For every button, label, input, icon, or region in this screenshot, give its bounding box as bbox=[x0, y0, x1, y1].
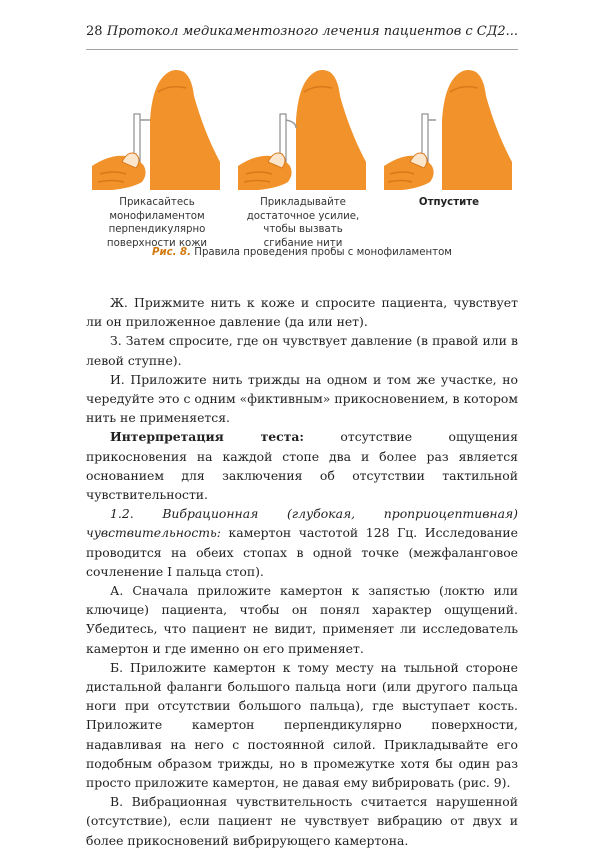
paragraph-step-i: И. Приложите нить трижды на одном и том же участке, но чередуйте это с одним «фиктивным» прикосновением, в котором нить не применяется. bbox=[86, 371, 518, 426]
panel-caption-touch: Прикасайтесь монофиламентом перпендикулярно поверхности кожи bbox=[106, 197, 208, 249]
running-title: Протокол медикаментозного лечения пациентов с СД2... bbox=[106, 24, 518, 39]
panel-caption-release: Отпустите bbox=[418, 197, 480, 208]
paragraph-step-z: З. Затем спросите, где он чувствует давление (в правой или в левой ступне). bbox=[86, 333, 518, 368]
interpretation-heading: Интерпретация теста: bbox=[110, 429, 304, 445]
paragraph-vibration-section bbox=[86, 504, 518, 581]
body-text bbox=[86, 293, 518, 850]
paragraph-step-v: В. Вибрационная чувствительность считается нарушенной (отсутствие), если пациент не чувствует вибрацию от двух и более прикосновений вибрирующего камертона. bbox=[86, 794, 518, 848]
foot-illustration-touch bbox=[92, 62, 222, 190]
figure-panel-press bbox=[238, 62, 368, 250]
page-header bbox=[86, 24, 518, 48]
figure-8 bbox=[86, 62, 518, 280]
vibration-section-text: камертон частотой 128 Гц. Исследование проводится на обеих стопах в одной точке (межфаланговое сочленение I пальца стоп). bbox=[86, 525, 518, 579]
interpretation-text: отсутствие ощущения прикосновения на каждой стопе два и более раз является основанием для заключения об отсутствии тактильной чувствительности. bbox=[86, 429, 518, 503]
figure-panel-touch bbox=[92, 62, 222, 250]
page-number: 28 bbox=[86, 24, 103, 39]
figure-caption bbox=[86, 247, 518, 258]
foot-illustration-press bbox=[238, 62, 368, 190]
panel-caption-press: Прикладывайте достаточное усилие, чтобы вызвать сгибание нити bbox=[246, 197, 360, 249]
paragraph-step-a: А. Сначала приложите камертон к запястью (локтю или ключице) пациента, чтобы он понял характер ощущений. Убедитесь, что пациент не видит, применяет ли исследователь камертон и где именно он его применяет. bbox=[86, 583, 518, 656]
paragraph-interpretation bbox=[86, 427, 518, 504]
paragraph-step-b: Б. Приложите камертон к тому месту на тыльной стороне дистальной фаланги большого пальца ноги (или другого пальца ноги при отсутствии большого пальца), где выступает кость. Приложите камертон перпендикулярно поверхности, надавливая на него с постоянной силой. Прикладывайте его подобным образом трижды, но в промежутке хотя бы один раз просто приложите камертон, не давая ему вибрировать (рис. 9). bbox=[86, 659, 518, 791]
header-divider bbox=[86, 49, 518, 50]
figure-panel-release bbox=[384, 62, 514, 210]
figure-caption-text: Правила проведения пробы с монофиламентом bbox=[194, 247, 452, 258]
paragraph-step-zh: Ж. Прижмите нить к коже и спросите пациента, чувствует ли он приложенное давление (да или нет). bbox=[86, 295, 518, 330]
vibration-section-heading: 1.2. Вибрационная (глубокая, проприоцептивная) чувствительность: bbox=[86, 506, 518, 541]
figure-caption-label: Рис. 8. bbox=[152, 247, 192, 258]
foot-illustration-release bbox=[384, 62, 514, 190]
